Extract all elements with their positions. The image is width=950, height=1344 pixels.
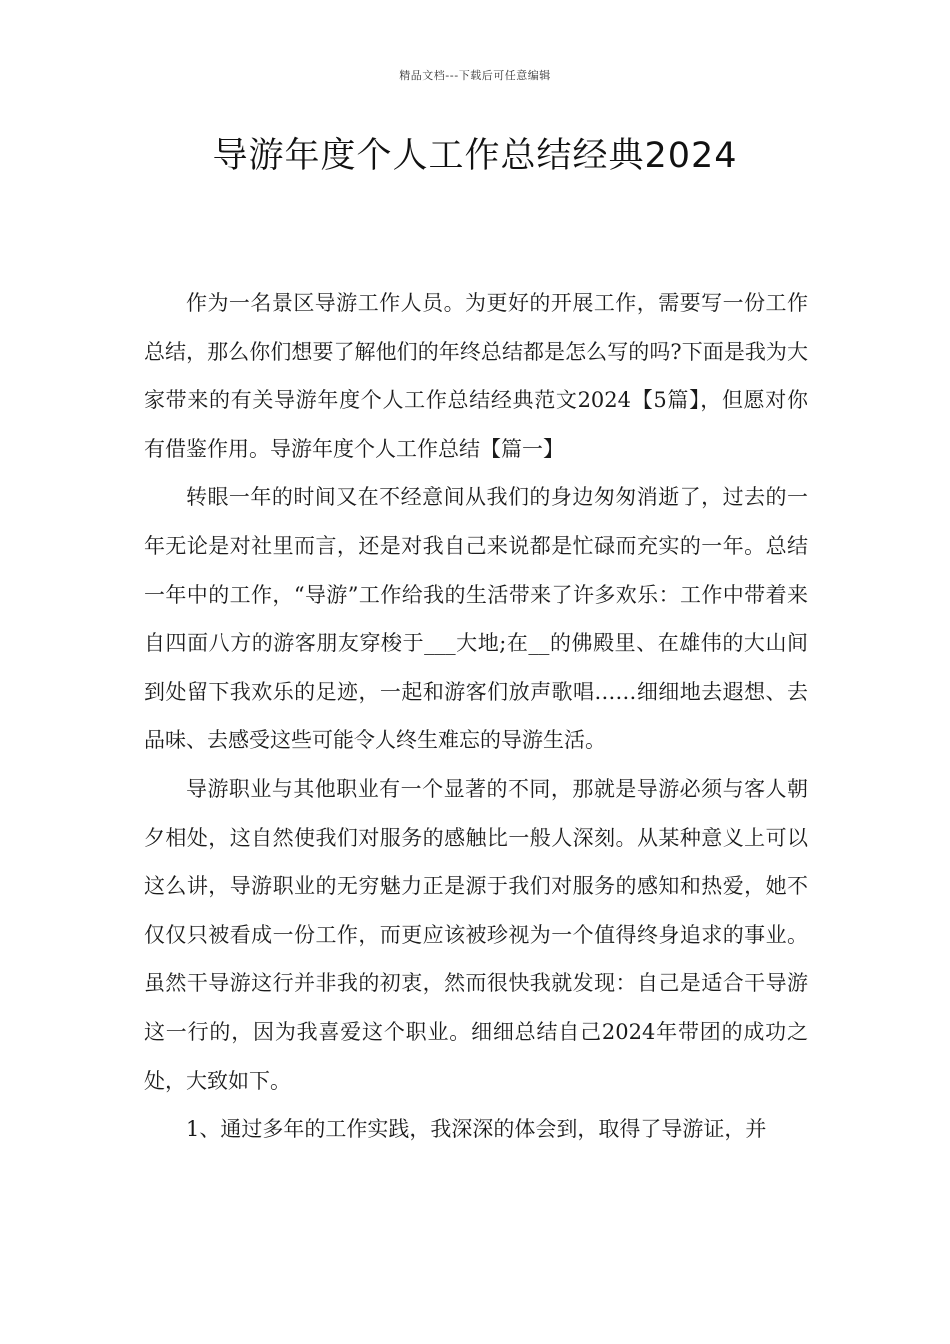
paragraph-intro: 作为一名景区导游工作人员。为更好的开展工作，需要写一份工作总结，那么你们想要了解他们的年终总结都是怎么写的吗?下面是我为大家带来的有关导游年度个人工作总结经典范文2024【5篇】，但愿对你有借鉴作用。导游年度个人工作总结【篇一】 <box>144 291 808 461</box>
header-note: 精品文档---下载后可任意编辑 <box>399 69 551 82</box>
document-body <box>144 279 808 1154</box>
paragraph-year-review: 转眼一年的时间又在不经意间从我们的身边匆匆消逝了，过去的一年无论是对社里而言，还是对我自己来说都是忙碌而充实的一年。总结一年中的工作，“导游”工作给我的生活带来了许多欢乐：工作中带着来自四面八方的游客朋友穿梭于___大地;在__的佛殿里、在雄伟的大山间到处留下我欢乐的足迹，一起和游客们放声歌唱……细细地去遐想、去品味、去感受这些可能令人终生难忘的导游生活。 <box>144 485 808 753</box>
document-title: 导游年度个人工作总结经典2024 <box>212 136 738 176</box>
paragraph-career-reflection: 导游职业与其他职业有一个显著的不同，那就是导游必须与客人朝夕相处，这自然使我们对服务的感触比一般人深刻。从某种意义上可以这么讲，导游职业的无穷魅力正是源于我们对服务的感知和热爱，她不仅仅只被看成一份工作，而更应该被珍视为一个值得终身追求的事业。虽然干导游这行并非我的初衷，然而很快我就发现：自己是适合干导游这一行的，因为我喜爱这个职业。细细总结自己2024年带团的成功之处，大致如下。 <box>144 776 808 1093</box>
paragraph-point-1: 1、通过多年的工作实践，我深深的体会到，取得了导游证，并 <box>186 1117 767 1142</box>
